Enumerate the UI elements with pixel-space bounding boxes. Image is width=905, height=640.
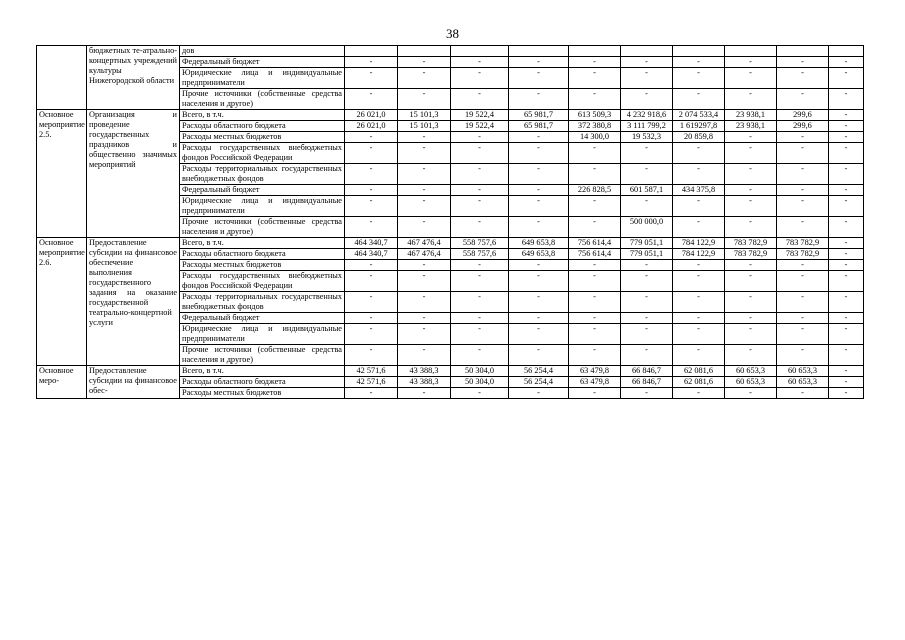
value-cell: -: [829, 366, 864, 377]
funding-source: Федеральный бюджет: [180, 185, 345, 196]
funding-source: Прочие источники (собственные средства населения и другое): [180, 89, 345, 110]
activity-name: бюджетных те-атрально-концертных учреждений культуры Нижегородской области: [87, 46, 180, 110]
value-cell: -: [725, 324, 777, 345]
value-cell: [725, 46, 777, 57]
activity-name: Предоставление субсидии на финансовое обеспечение выполнения государственного задания на оказание государственной театрально-концертной услуги: [87, 238, 180, 366]
value-cell: -: [451, 132, 509, 143]
activity-name: Организация и проведение государственных праздников и общественно значимых мероприятий: [87, 110, 180, 238]
value-cell: -: [569, 313, 621, 324]
value-cell: -: [451, 260, 509, 271]
value-cell: -: [345, 324, 398, 345]
value-cell: 62 081,6: [673, 366, 725, 377]
value-cell: -: [621, 196, 673, 217]
value-cell: -: [621, 324, 673, 345]
value-cell: -: [673, 57, 725, 68]
value-cell: -: [345, 143, 398, 164]
value-cell: 467 476,4: [398, 238, 451, 249]
value-cell: 783 782,9: [725, 238, 777, 249]
value-cell: 20 859,8: [673, 132, 725, 143]
value-cell: 15 101,3: [398, 121, 451, 132]
value-cell: 43 388,3: [398, 377, 451, 388]
value-cell: -: [621, 313, 673, 324]
value-cell: -: [345, 164, 398, 185]
value-cell: 23 938,1: [725, 110, 777, 121]
table-row: [37, 46, 864, 57]
value-cell: -: [777, 164, 829, 185]
value-cell: -: [451, 292, 509, 313]
value-cell: -: [777, 89, 829, 110]
value-cell: -: [509, 57, 569, 68]
value-cell: 756 614,4: [569, 249, 621, 260]
value-cell: 50 304,0: [451, 366, 509, 377]
value-cell: 65 981,7: [509, 110, 569, 121]
value-cell: [777, 46, 829, 57]
value-cell: -: [725, 196, 777, 217]
value-cell: -: [621, 89, 673, 110]
funding-source: Расходы государственных внебюджетных фондов Российской Федерации: [180, 143, 345, 164]
value-cell: -: [345, 260, 398, 271]
value-cell: -: [777, 313, 829, 324]
value-cell: 467 476,4: [398, 249, 451, 260]
value-cell: [673, 46, 725, 57]
value-cell: -: [451, 345, 509, 366]
value-cell: -: [509, 345, 569, 366]
value-cell: -: [725, 260, 777, 271]
value-cell: -: [569, 292, 621, 313]
value-cell: -: [345, 132, 398, 143]
value-cell: 783 782,9: [725, 249, 777, 260]
value-cell: 42 571,6: [345, 377, 398, 388]
value-cell: -: [451, 324, 509, 345]
value-cell: 783 782,9: [777, 238, 829, 249]
value-cell: 19 522,4: [451, 121, 509, 132]
funding-source: Расходы государственных внебюджетных фондов Российской Федерации: [180, 271, 345, 292]
value-cell: -: [451, 57, 509, 68]
value-cell: -: [451, 271, 509, 292]
value-cell: -: [398, 292, 451, 313]
funding-source: Расходы территориальных государственных внебюджетных фондов: [180, 292, 345, 313]
value-cell: -: [398, 164, 451, 185]
value-cell: -: [725, 89, 777, 110]
value-cell: -: [569, 324, 621, 345]
value-cell: -: [398, 68, 451, 89]
value-cell: -: [569, 345, 621, 366]
value-cell: -: [509, 132, 569, 143]
value-cell: -: [777, 324, 829, 345]
value-cell: -: [398, 143, 451, 164]
value-cell: -: [829, 388, 864, 399]
value-cell: -: [451, 388, 509, 399]
value-cell: -: [673, 292, 725, 313]
value-cell: 601 587,1: [621, 185, 673, 196]
value-cell: -: [509, 388, 569, 399]
value-cell: -: [673, 217, 725, 238]
value-cell: -: [509, 217, 569, 238]
value-cell: -: [673, 196, 725, 217]
value-cell: 613 509,3: [569, 110, 621, 121]
value-cell: -: [451, 217, 509, 238]
value-cell: -: [398, 217, 451, 238]
value-cell: -: [621, 143, 673, 164]
funding-table: [36, 45, 864, 399]
value-cell: [509, 46, 569, 57]
value-cell: -: [509, 89, 569, 110]
value-cell: 63 479,8: [569, 377, 621, 388]
value-cell: -: [829, 260, 864, 271]
value-cell: 226 828,5: [569, 185, 621, 196]
value-cell: -: [777, 57, 829, 68]
value-cell: -: [509, 313, 569, 324]
value-cell: 56 254,4: [509, 366, 569, 377]
value-cell: 19 532,3: [621, 132, 673, 143]
value-cell: -: [777, 292, 829, 313]
value-cell: 60 653,3: [777, 366, 829, 377]
value-cell: -: [829, 164, 864, 185]
activity-name: Предоставление субсидии на финансовое обес-: [87, 366, 180, 399]
value-cell: 649 653,8: [509, 238, 569, 249]
value-cell: -: [621, 68, 673, 89]
value-cell: 43 388,3: [398, 366, 451, 377]
value-cell: -: [398, 57, 451, 68]
value-cell: -: [621, 292, 673, 313]
value-cell: [829, 46, 864, 57]
value-cell: -: [829, 271, 864, 292]
value-cell: -: [569, 57, 621, 68]
value-cell: -: [777, 143, 829, 164]
table-row: [37, 238, 864, 249]
value-cell: -: [777, 132, 829, 143]
value-cell: -: [398, 324, 451, 345]
value-cell: -: [345, 68, 398, 89]
value-cell: -: [673, 313, 725, 324]
value-cell: 779 051,1: [621, 238, 673, 249]
value-cell: -: [829, 121, 864, 132]
value-cell: 42 571,6: [345, 366, 398, 377]
value-cell: -: [673, 89, 725, 110]
value-cell: 66 846,7: [621, 377, 673, 388]
value-cell: -: [725, 164, 777, 185]
value-cell: -: [725, 143, 777, 164]
funding-source: Всего, в т.ч.: [180, 238, 345, 249]
value-cell: 66 846,7: [621, 366, 673, 377]
value-cell: -: [829, 249, 864, 260]
funding-source: Всего, в т.ч.: [180, 110, 345, 121]
value-cell: -: [673, 164, 725, 185]
value-cell: 299,6: [777, 121, 829, 132]
value-cell: -: [777, 185, 829, 196]
funding-source: Юридические лица и индивидуальные предприниматели: [180, 68, 345, 89]
value-cell: -: [569, 164, 621, 185]
value-cell: [621, 46, 673, 57]
value-cell: 4 232 918,6: [621, 110, 673, 121]
value-cell: -: [777, 260, 829, 271]
value-cell: -: [829, 110, 864, 121]
value-cell: -: [569, 89, 621, 110]
value-cell: -: [451, 313, 509, 324]
value-cell: -: [621, 164, 673, 185]
funding-source: Расходы территориальных государственных внебюджетных фондов: [180, 164, 345, 185]
value-cell: -: [398, 345, 451, 366]
value-cell: 779 051,1: [621, 249, 673, 260]
activity-code: Основное мероприятие 2.5.: [37, 110, 87, 238]
value-cell: -: [725, 57, 777, 68]
funding-source: Юридические лица и индивидуальные предприниматели: [180, 324, 345, 345]
value-cell: 299,6: [777, 110, 829, 121]
value-cell: -: [345, 345, 398, 366]
value-cell: -: [777, 388, 829, 399]
value-cell: -: [345, 57, 398, 68]
value-cell: -: [725, 271, 777, 292]
value-cell: -: [829, 196, 864, 217]
value-cell: -: [725, 185, 777, 196]
value-cell: -: [829, 143, 864, 164]
value-cell: -: [569, 217, 621, 238]
value-cell: -: [621, 388, 673, 399]
value-cell: 50 304,0: [451, 377, 509, 388]
value-cell: 60 653,3: [725, 377, 777, 388]
value-cell: 558 757,6: [451, 249, 509, 260]
value-cell: -: [829, 217, 864, 238]
value-cell: 756 614,4: [569, 238, 621, 249]
value-cell: 60 653,3: [725, 366, 777, 377]
value-cell: -: [725, 292, 777, 313]
value-cell: 372 380,8: [569, 121, 621, 132]
funding-source: Всего, в т.ч.: [180, 366, 345, 377]
value-cell: -: [451, 164, 509, 185]
value-cell: -: [509, 164, 569, 185]
value-cell: -: [345, 89, 398, 110]
value-cell: -: [777, 217, 829, 238]
value-cell: 26 021,0: [345, 121, 398, 132]
value-cell: -: [725, 68, 777, 89]
page-number: 38: [446, 26, 459, 41]
value-cell: [345, 46, 398, 57]
value-cell: -: [621, 345, 673, 366]
value-cell: -: [345, 292, 398, 313]
value-cell: -: [345, 196, 398, 217]
value-cell: 56 254,4: [509, 377, 569, 388]
value-cell: 558 757,6: [451, 238, 509, 249]
value-cell: -: [398, 313, 451, 324]
value-cell: -: [509, 68, 569, 89]
value-cell: 65 981,7: [509, 121, 569, 132]
value-cell: -: [398, 271, 451, 292]
value-cell: -: [509, 185, 569, 196]
value-cell: -: [673, 324, 725, 345]
value-cell: -: [398, 185, 451, 196]
funding-source: Расходы местных бюджетов: [180, 260, 345, 271]
funding-source: Расходы местных бюджетов: [180, 388, 345, 399]
value-cell: -: [509, 324, 569, 345]
value-cell: -: [398, 132, 451, 143]
funding-source: Федеральный бюджет: [180, 57, 345, 68]
value-cell: -: [621, 57, 673, 68]
funding-source: Прочие источники (собственные средства населения и другое): [180, 345, 345, 366]
funding-source: Расходы областного бюджета: [180, 249, 345, 260]
value-cell: 3 111 799,2: [621, 121, 673, 132]
value-cell: 15 101,3: [398, 110, 451, 121]
value-cell: 63 479,8: [569, 366, 621, 377]
value-cell: 464 340,7: [345, 249, 398, 260]
value-cell: -: [725, 388, 777, 399]
activity-code: [37, 46, 87, 110]
value-cell: 1 619297,8: [673, 121, 725, 132]
value-cell: -: [725, 313, 777, 324]
value-cell: -: [829, 132, 864, 143]
value-cell: -: [451, 196, 509, 217]
value-cell: -: [509, 143, 569, 164]
value-cell: -: [621, 260, 673, 271]
value-cell: -: [777, 271, 829, 292]
value-cell: -: [345, 271, 398, 292]
activity-code: Основное мероприятие 2.6.: [37, 238, 87, 366]
value-cell: -: [673, 388, 725, 399]
value-cell: -: [569, 143, 621, 164]
value-cell: 62 081,6: [673, 377, 725, 388]
value-cell: 19 522,4: [451, 110, 509, 121]
value-cell: 2 074 533,4: [673, 110, 725, 121]
funding-source: Юридические лица и индивидуальные предприниматели: [180, 196, 345, 217]
value-cell: -: [829, 238, 864, 249]
value-cell: -: [777, 196, 829, 217]
value-cell: [398, 46, 451, 57]
funding-source: Федеральный бюджет: [180, 313, 345, 324]
value-cell: -: [777, 68, 829, 89]
value-cell: -: [829, 324, 864, 345]
value-cell: 784 122,9: [673, 249, 725, 260]
value-cell: -: [398, 196, 451, 217]
table-row: [37, 110, 864, 121]
value-cell: [451, 46, 509, 57]
value-cell: [569, 46, 621, 57]
value-cell: -: [673, 345, 725, 366]
value-cell: -: [673, 68, 725, 89]
value-cell: -: [725, 132, 777, 143]
value-cell: 434 375,8: [673, 185, 725, 196]
value-cell: -: [829, 68, 864, 89]
value-cell: -: [569, 68, 621, 89]
value-cell: -: [569, 271, 621, 292]
table-row: [37, 366, 864, 377]
value-cell: -: [569, 388, 621, 399]
value-cell: -: [398, 260, 451, 271]
value-cell: 26 021,0: [345, 110, 398, 121]
value-cell: 464 340,7: [345, 238, 398, 249]
funding-source: Расходы местных бюджетов: [180, 132, 345, 143]
activity-code: Основное меро-: [37, 366, 87, 399]
value-cell: -: [829, 313, 864, 324]
value-cell: -: [345, 388, 398, 399]
value-cell: -: [621, 271, 673, 292]
value-cell: -: [345, 313, 398, 324]
value-cell: 784 122,9: [673, 238, 725, 249]
value-cell: -: [829, 345, 864, 366]
value-cell: -: [829, 185, 864, 196]
value-cell: -: [451, 185, 509, 196]
value-cell: -: [451, 143, 509, 164]
value-cell: -: [509, 292, 569, 313]
value-cell: -: [398, 89, 451, 110]
value-cell: -: [673, 260, 725, 271]
value-cell: -: [777, 345, 829, 366]
value-cell: -: [829, 89, 864, 110]
value-cell: -: [398, 388, 451, 399]
value-cell: -: [451, 68, 509, 89]
value-cell: -: [673, 143, 725, 164]
value-cell: -: [509, 260, 569, 271]
value-cell: -: [345, 217, 398, 238]
funding-source: Прочие источники (собственные средства населения и другое): [180, 217, 345, 238]
value-cell: -: [725, 345, 777, 366]
value-cell: 60 653,3: [777, 377, 829, 388]
value-cell: -: [509, 196, 569, 217]
value-cell: 14 300,0: [569, 132, 621, 143]
value-cell: 783 782,9: [777, 249, 829, 260]
value-cell: -: [829, 292, 864, 313]
funding-source: Расходы областного бюджета: [180, 121, 345, 132]
funding-source: Расходы областного бюджета: [180, 377, 345, 388]
funding-source: дов: [180, 46, 345, 57]
value-cell: -: [569, 196, 621, 217]
value-cell: -: [829, 57, 864, 68]
value-cell: 500 000,0: [621, 217, 673, 238]
value-cell: -: [345, 185, 398, 196]
value-cell: -: [829, 377, 864, 388]
value-cell: -: [725, 217, 777, 238]
value-cell: -: [673, 271, 725, 292]
value-cell: 649 653,8: [509, 249, 569, 260]
value-cell: 23 938,1: [725, 121, 777, 132]
value-cell: -: [451, 89, 509, 110]
value-cell: -: [509, 271, 569, 292]
value-cell: -: [569, 260, 621, 271]
